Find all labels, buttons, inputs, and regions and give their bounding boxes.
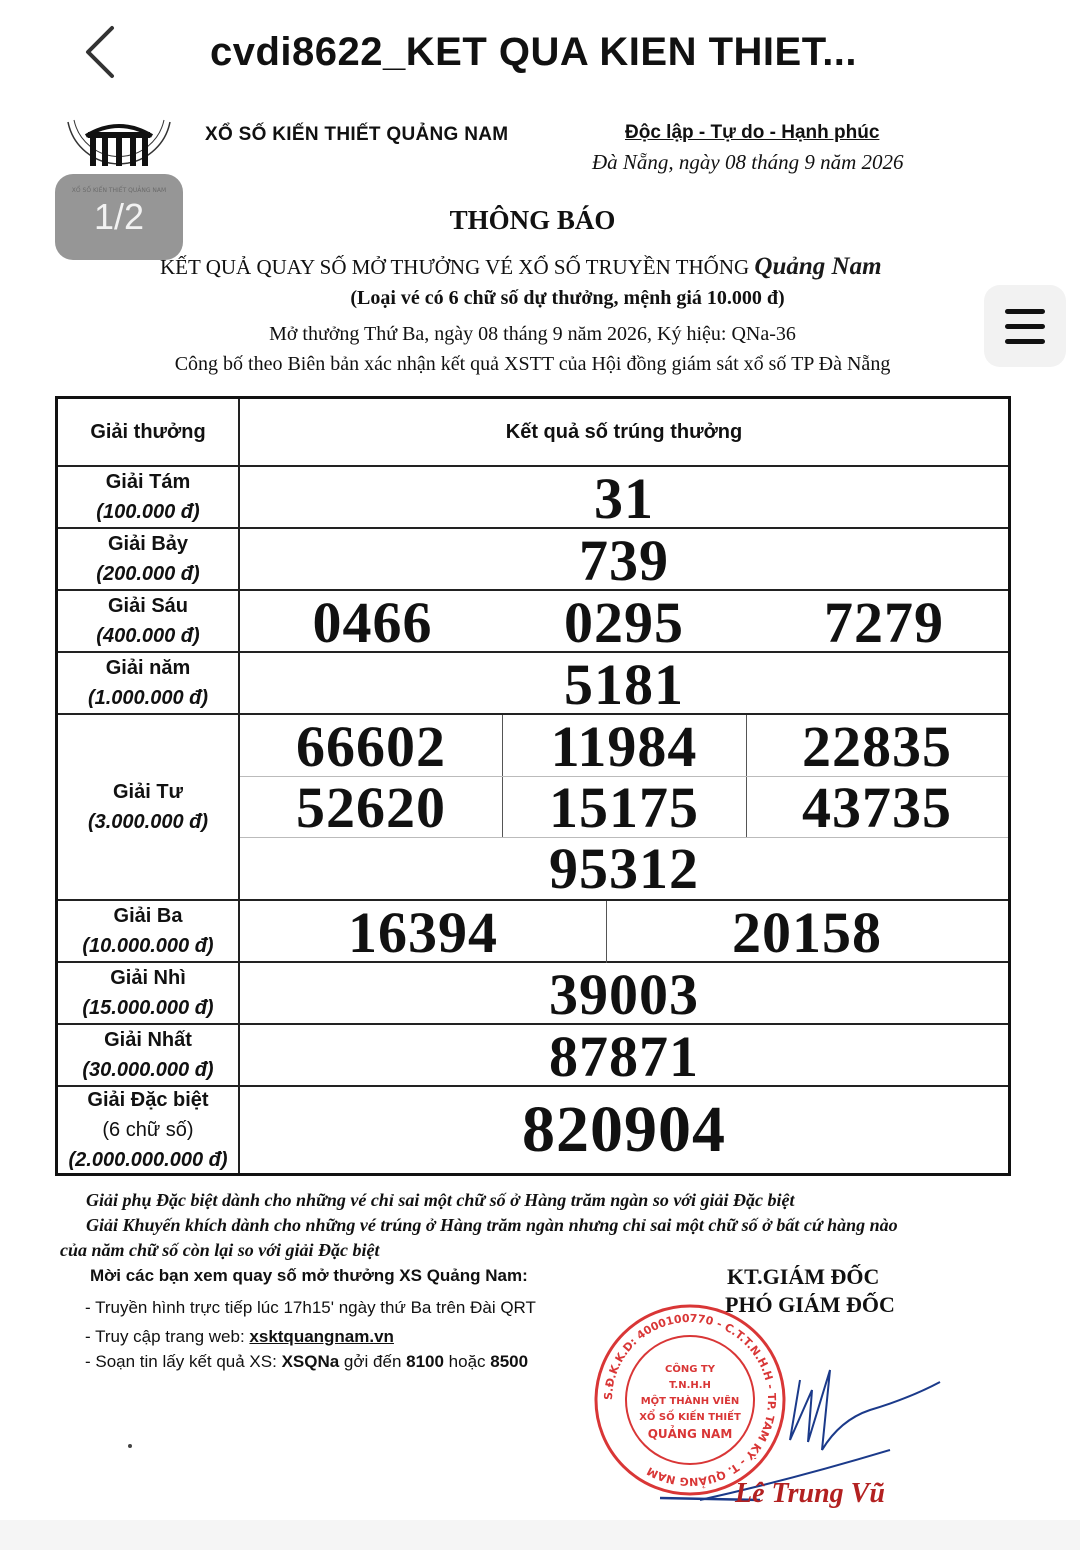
winning-number: 16394 (348, 899, 498, 965)
prize-amount: (200.000 đ) (96, 563, 200, 585)
prize-name: Giải Nhì (110, 967, 186, 989)
menu-icon (1005, 309, 1045, 314)
ticket-type: (Loại vé có 6 chữ số dự thưởng, mệnh giá 10.000 đ) (350, 287, 785, 309)
winning-number: 43735 (802, 774, 952, 840)
prize-amount: (2.000.000.000 đ) (68, 1149, 228, 1171)
notice-title: THÔNG BÁO (449, 205, 616, 235)
winning-number: 95312 (549, 835, 699, 901)
header-result: Kết quả số trúng thưởng (505, 420, 743, 443)
winning-number: 66602 (296, 713, 446, 779)
notice-subtitle-text: KẾT QUẢ QUAY SỐ MỞ THƯỞNG VÉ XỔ SỐ TRUYỀN THỐNG (160, 255, 750, 279)
signer-name: Lê Trung Vũ (735, 1478, 885, 1509)
prize-amount: (1.000.000 đ) (87, 687, 209, 709)
winning-number: 15175 (549, 774, 699, 840)
winning-number: 5181 (564, 651, 684, 717)
special-winning-number: 820904 (522, 1093, 726, 1166)
prize-row-sixth (58, 591, 1008, 653)
prize-name: Giải Bảy (107, 533, 189, 555)
bullet-website (85, 1327, 394, 1347)
prize-name: Giải Tám (105, 471, 191, 493)
document-title: cvdi8622_KET QUA KIEN THIET... (210, 30, 858, 74)
bullet-sms (85, 1352, 528, 1372)
prize-name: Giải Sáu (107, 595, 189, 617)
note-encouragement-cont: của năm chữ số còn lại so với giải Đặc biệt (60, 1240, 380, 1260)
seal-line: MỘT THÀNH VIÊN (640, 1396, 740, 1407)
winning-number: 0466 (312, 589, 433, 655)
prize-row-seventh (58, 529, 1008, 591)
note-special-consolation: Giải phụ Đặc biệt dành cho những vé chỉ sai một chữ số ở Hàng trăm ngàn so với giải Đặc biệt (86, 1190, 795, 1210)
website-link[interactable]: xsktquangnam.vn (249, 1327, 394, 1346)
sign-title-deputy: PHÓ GIÁM ĐỐC (725, 1292, 895, 1317)
seal-line: XỔ SỐ KIẾN THIẾT (639, 1412, 741, 1423)
chevron-left-icon (78, 24, 122, 80)
bullet-tv: - Truyền hình trực tiếp lúc 17h15' ngày thứ Ba trên Đài QRT (85, 1298, 536, 1317)
sms-number: 8100 (406, 1352, 444, 1371)
seal-ring-text: S.Đ.K.K.D: 4000100770 - C.T.T.N.H.H - TP. TAM KỲ - T. QUẢNG NAM (601, 1311, 779, 1489)
prize-name: Giải Đặc biệt (87, 1089, 209, 1111)
national-motto: Độc lập - Tự do - Hạnh phúc (625, 122, 880, 143)
sign-title-director: KT.GIÁM ĐỐC (727, 1264, 880, 1289)
prize-row-fifth (58, 653, 1008, 715)
header-prize: Giải thưởng (90, 421, 206, 443)
winning-number: 0295 (564, 589, 684, 655)
organization-name: XỔ SỐ KIẾN THIẾT QUẢNG NAM (205, 124, 509, 145)
table-header (58, 399, 1008, 467)
results-table (55, 396, 1011, 1176)
sms-number: 8500 (490, 1352, 529, 1371)
prize-row-fourth (58, 715, 1008, 901)
seal-line: QUẢNG NAM (647, 1427, 733, 1441)
winning-number: 22835 (802, 713, 952, 779)
winning-number: 31 (594, 465, 654, 531)
back-button[interactable] (78, 24, 122, 80)
prize-amount: (400.000 đ) (96, 625, 200, 647)
prize-name: Giải Nhất (104, 1029, 192, 1051)
prize-amount: (30.000.000 đ) (82, 1059, 214, 1081)
winning-number: 11984 (550, 713, 698, 779)
page-bottom-strip (0, 1520, 1080, 1550)
publish-info: Công bố theo Biên bản xác nhận kết quả XSTT của Hội đồng giám sát xổ số TP Đà Nẵng (174, 353, 891, 375)
prize-name: Giải Tư (112, 781, 184, 803)
notice-province: Quảng Nam (754, 253, 882, 280)
prize-row-special (58, 1087, 1008, 1173)
prize-amount: (10.000.000 đ) (82, 935, 214, 957)
draw-info: Mở thưởng Thứ Ba, ngày 08 tháng 9 năm 2026, Ký hiệu: QNa-36 (269, 323, 796, 345)
winning-number: 52620 (296, 774, 446, 840)
winning-number: 739 (579, 527, 669, 593)
notice-subtitle (160, 253, 882, 281)
winning-number: 7279 (824, 589, 944, 655)
winning-number: 20158 (732, 899, 882, 965)
prize-row-first (58, 1025, 1008, 1087)
prize-name: Giải Ba (113, 905, 183, 927)
bullet-website-prefix: - Truy cập trang web: (85, 1327, 250, 1346)
winning-number: 39003 (549, 961, 699, 1027)
scan-speck (128, 1444, 132, 1448)
prize-amount: (100.000 đ) (96, 501, 200, 523)
bullet-sms-prefix: - Soạn tin lấy kết quả XS: (85, 1352, 282, 1371)
bullet-sms-mid: gởi đến (339, 1352, 407, 1371)
prize-row-second (58, 963, 1008, 1025)
place-date: Đà Nẵng, ngày 08 tháng 9 năm 2026 (592, 150, 904, 174)
page-counter: 1/2 (55, 174, 183, 260)
watch-title: Mời các bạn xem quay số mở thưởng XS Quảng Nam: (90, 1266, 528, 1285)
sms-code: XSQNa (281, 1352, 340, 1371)
prize-amount: (3.000.000 đ) (87, 811, 209, 833)
prize-row-third (58, 901, 1008, 963)
prize-row-eighth (58, 467, 1008, 529)
viewer-topbar (0, 0, 1080, 100)
menu-button[interactable] (984, 285, 1066, 367)
note-encouragement: Giải Khuyến khích dành cho những vé trúng ở Hàng trăm ngàn nhưng chỉ sai một chữ số ở bất cứ hàng nào (86, 1215, 898, 1235)
prize-digits: (6 chữ số) (102, 1119, 194, 1141)
seal-line: T.N.H.H (669, 1380, 711, 1391)
seal-line: CÔNG TY (665, 1364, 715, 1375)
prize-name: Giải năm (105, 657, 191, 679)
winning-number: 87871 (549, 1023, 699, 1089)
bullet-sms-or: hoặc (443, 1352, 491, 1371)
prize-amount: (15.000.000 đ) (82, 997, 214, 1019)
